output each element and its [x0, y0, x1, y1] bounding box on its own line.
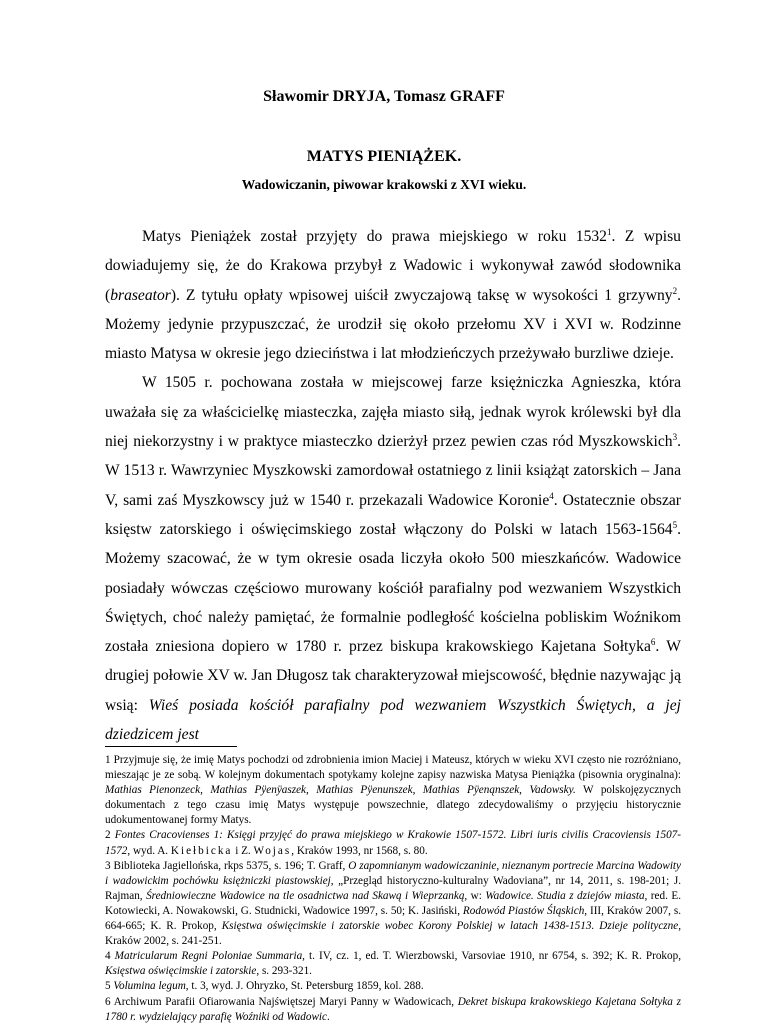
text-run: 5 — [105, 980, 114, 993]
text-run: Matricularum Regni Poloniae Summaria, — [114, 950, 305, 963]
quote-text: Wieś posiada kościół parafialny pod wezwaniem Wszystkich Świętych, a jej dziedzicem jest — [105, 696, 681, 744]
text-run: 2 — [105, 829, 115, 842]
footnote-2 — [105, 828, 681, 858]
text-run: Kiełbicka — [170, 844, 233, 857]
text-run: red. E. Kotowiecki, A. Nowakowski, G. Studnicki, Wadowice 1997, s. 50; K. Jasiński, — [105, 889, 681, 917]
footnote-5 — [105, 979, 681, 994]
footnote-ref-1[interactable]: 1 — [606, 226, 612, 237]
text-run: 6 Archiwum Parafii Ofiarowania Najświętszej Maryi Panny w Wadowicach, — [105, 995, 458, 1008]
text-run: t. IV, cz. 1, ed. T. Wierzbowski, Varsoviae 1910, nr 6754, s. 392; K. R. Prokop, — [304, 950, 681, 963]
text-run: Wojas — [253, 844, 292, 857]
text-run: , Kraków 1993, nr 1568, s. 80. — [291, 844, 428, 857]
text-run: . W drugiej połowie XV w. Jan Długosz tak charakteryzował miejscowość, błędnie nazywając ją wsią: — [105, 638, 682, 714]
text-run: , III, Kraków 2007, s. 664-665; K. R. Prokop, — [105, 904, 681, 933]
text-run: , t. 3, wyd. J. Ohryzko, St. Petersburg 1859, kol. 288. — [185, 980, 424, 993]
footnote-ref-5[interactable]: 5 — [672, 519, 678, 530]
article-subtitle: Wadowiczanin, piwowar krakowski z XVI wieku. — [241, 177, 527, 192]
footnote-ref-3[interactable]: 3 — [672, 431, 678, 442]
footnote-separator — [105, 746, 237, 747]
text-run: 4 — [105, 950, 115, 963]
footnote-4 — [105, 949, 681, 979]
footnotes — [105, 753, 681, 1025]
text-run: Średniowieczne Wadowice na tle osadnictwa nad Skawą i Wieprzanką, — [146, 889, 468, 902]
footnote-3 — [105, 859, 681, 950]
authors: Sławomir DRYJA, Tomasz GRAFF — [263, 88, 505, 105]
latin-term: braseator — [110, 286, 171, 304]
text-run: . Możemy jedynie przypuszczać, że urodził się około przełomu XV i XVI w. Rodzinne miasto Matysa w okresie jego dzieciństwa i lat młodzieńczych przeżywało burzliwe dzieje. — [105, 286, 681, 363]
text-run: 3 Biblioteka Jagiellońska, rkps 5375, s. 196; T. Graff, — [105, 859, 349, 872]
article-body — [105, 222, 681, 749]
paragraph-2 — [105, 368, 681, 749]
text-run: Volumina legum — [113, 980, 186, 993]
text-run: . Możemy szacować, że w tym okresie osada liczyła około 500 mieszkańców. Wadowice posiadały wówczas częściowo murowany kościół parafialny pod wezwaniem Wszystkich Świętych, choć należy pamiętać, że formalnie podległość kościelna pobliskim Woźnikom została zniesiona dopiero w 1780 r. przez biskupa krakowskiego Kajetana Sołtyka — [105, 520, 681, 656]
article-title: MATYS PIENIĄŻEK. — [306, 148, 462, 165]
text-run: Fontes Cracovienses 1: Księgi przyjęć do prawa miejskiego w Krakowie 1507-1572. Libri iuris civilis Cracoviensis 1507-1572 — [105, 829, 681, 857]
text-run: Księstwa oświęcimskie i zatorskie — [105, 965, 257, 978]
text-run: Wadowice. Studia z dziejów miasta, — [485, 889, 648, 902]
text-run: O zapomnianym wadowiczaninie, nieznanym portrecie Marcina Wadowity i wadowickim pochówku księżniczki piastowskiej — [105, 859, 682, 887]
text-run: Kraków 2002, s. 241-251. — [105, 935, 222, 948]
text-run: Dekret biskupa krakowskiego Kajetana Sołtyka z 1780 r. wydzielający parafię Woźniki od Wadowic — [105, 995, 681, 1023]
text-run: , wyd. A. — [127, 844, 171, 857]
text-run: Matys Pieniążek został przyjęty do prawa miejskiego w roku 1532 — [142, 228, 607, 245]
text-run: Księstwa oświęcimskie i zatorskie wobec Korony Polskiej w latach 1438-1513. Dzieje polityczne, — [221, 920, 682, 933]
footnote-ref-6[interactable]: 6 — [650, 636, 656, 647]
text-run: W 1505 r. pochowana została w miejscowej farze księżniczka Agnieszka, która uważała się za właścicielkę miasteczka, zajęła miasto siłą, jednak wyrok królewski był dla niej niekorzystny i w praktyce miasteczko dzierżył przez pewien czas ród Myszkowskich — [105, 374, 681, 451]
text-run: . Z wpisu dowiadujemy się, że do Krakowa przybył z Wadowic i wykonywał zawód słodownika ( — [105, 228, 681, 304]
text-run: , s. 293-321. — [256, 965, 312, 978]
paragraph-1 — [105, 222, 681, 368]
text-run: w: — [467, 889, 486, 902]
footnote-ref-4[interactable]: 4 — [549, 490, 554, 501]
footnote-1 — [105, 753, 681, 828]
text-run: Rodowód Piastów Śląskich — [462, 904, 585, 917]
text-run: . W 1513 r. Wawrzyniec Myszkowski zamordował ostatniego z linii książąt zatorskich – Jana V, sami zaś Myszkowscy już w 1540 r. przekazali Wadowice Koronie — [105, 433, 681, 509]
footnote-ref-2[interactable]: 2 — [672, 285, 678, 296]
footnote-6 — [105, 995, 681, 1025]
text-run: ). Z tytułu opłaty wpisowej uiścił zwyczajową taksę w wysokości 1 grzywny — [170, 286, 673, 304]
text-run: , „Przegląd historyczno-kulturalny Wadoviana”, nr 14, 2011, s. 198-201; J. Rajman, — [105, 874, 681, 902]
text-run: . Ostatecznie obszar księstw zatorskiego i oświęcimskiego został włączony do Polski w latach 1563-1564 — [105, 491, 681, 538]
text-run: i Z. — [232, 844, 254, 857]
text-run: Mathias Pienonzeck, Mathias Pÿenÿaszek, Mathias Pÿenunszek, Mathias Pÿenąnszek, Vadowsky. — [105, 784, 576, 797]
text-run: . — [326, 1010, 330, 1023]
text-run: W polskojęzycznych dokumentach z tego czasu imię Matys występuje powszechnie, dlatego zdecydowaliśmy o przyjęciu historycznie udokumentowanej formy Matys. — [105, 784, 681, 827]
text-run: 1 Przyjmuje się, że imię Matys pochodzi od zdrobnienia imion Maciej i Mateusz, których w wieku XVI często nie rozróżniano, mieszając je ze sobą. W kolejnym dokumentach spotykamy kolejne zapisy nazwiska Matysa Pieniążka (pisownia oryginalna): — [105, 754, 681, 782]
